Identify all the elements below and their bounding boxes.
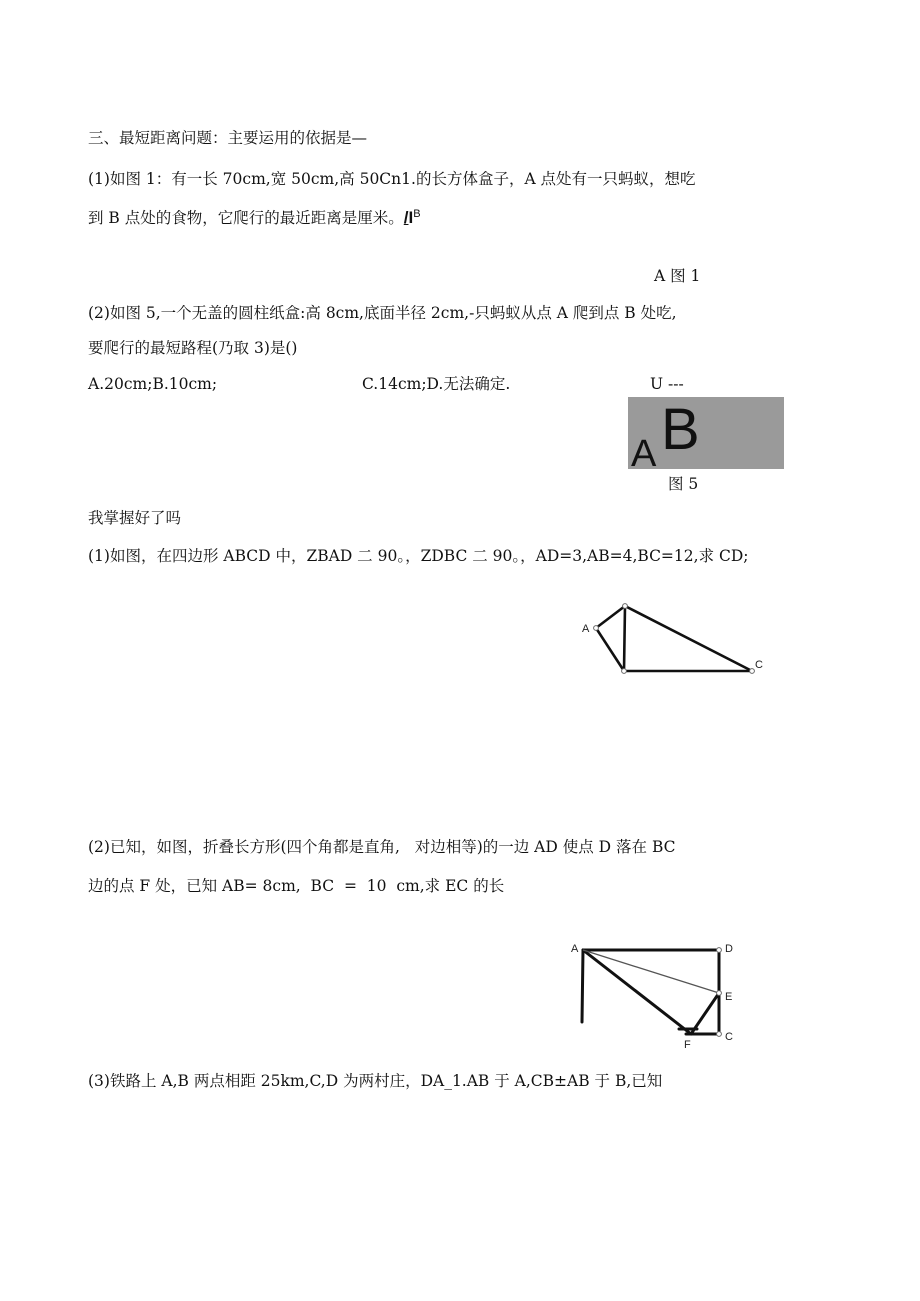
section3-heading: 三、最短距离问题：主要运用的依据是— xyxy=(88,129,368,147)
q1-bar: I xyxy=(408,208,414,228)
q1-text: 到 B 点处的食物，它爬行的最近距离是厘米。 xyxy=(88,209,404,228)
fig5-label-b: B xyxy=(661,397,700,462)
practice-q2-line2: 边的点 F 处，已知 AB= 8cm, BC = 10 cm,求 EC 的长 xyxy=(88,877,505,895)
rect-label-f: F xyxy=(684,1039,691,1051)
practice-q2-line1: (2)已知，如图，折叠长方形(四个角都是直角, 对边相等)的一边 AD 使点 D 落在 BC xyxy=(88,838,676,856)
rect-label-e: E xyxy=(725,991,733,1003)
q2-options-ab: A.20cm;B.10cm; xyxy=(88,375,218,393)
practice-q1: (1)如图，在四边形 ABCD 中，ZBAD 二 90。，ZDBC 二 90。，AD=3,AB=4,BC=12,求 CD; xyxy=(88,547,749,565)
q1-b-label: B xyxy=(413,208,421,220)
quad-label-c: C xyxy=(755,659,763,671)
q2-line2: 要爬行的最短路程(乃取 3)是() xyxy=(88,339,298,357)
fig1-caption: A 图 1 xyxy=(654,267,701,285)
rect-label-d: D xyxy=(725,943,733,955)
practice-heading: 我掌握好了吗 xyxy=(88,509,182,527)
q2-options-cd: C.14cm;D.无法确定. xyxy=(362,375,511,393)
practice-q3: (3)铁路上 A,B 两点相距 25km,C,D 为两村庄，DA_1.AB 于 A,CB±AB 于 B,已知 xyxy=(88,1072,663,1090)
fig5-label-a: A xyxy=(631,433,657,475)
q1-line1: (1)如图 1：有一长 70cm,宽 50cm,高 50Cn1.的长方体盒子，A 点处有一只蚂蚁，想吃 xyxy=(88,170,696,188)
fig5-caption: 图 5 xyxy=(668,475,699,493)
q1-mark: / xyxy=(403,208,409,228)
rect-label-a: A xyxy=(571,943,579,955)
fig5-top-text: U --- xyxy=(650,375,684,393)
q2-line1: (2)如图 5,一个无盖的圆柱纸盒:高 8cm,底面半径 2cm,-只蚂蚁从点 A 爬到点 B 处吃, xyxy=(88,304,677,322)
rect-label-c: C xyxy=(725,1031,733,1043)
quad-label-a: A xyxy=(582,623,590,635)
